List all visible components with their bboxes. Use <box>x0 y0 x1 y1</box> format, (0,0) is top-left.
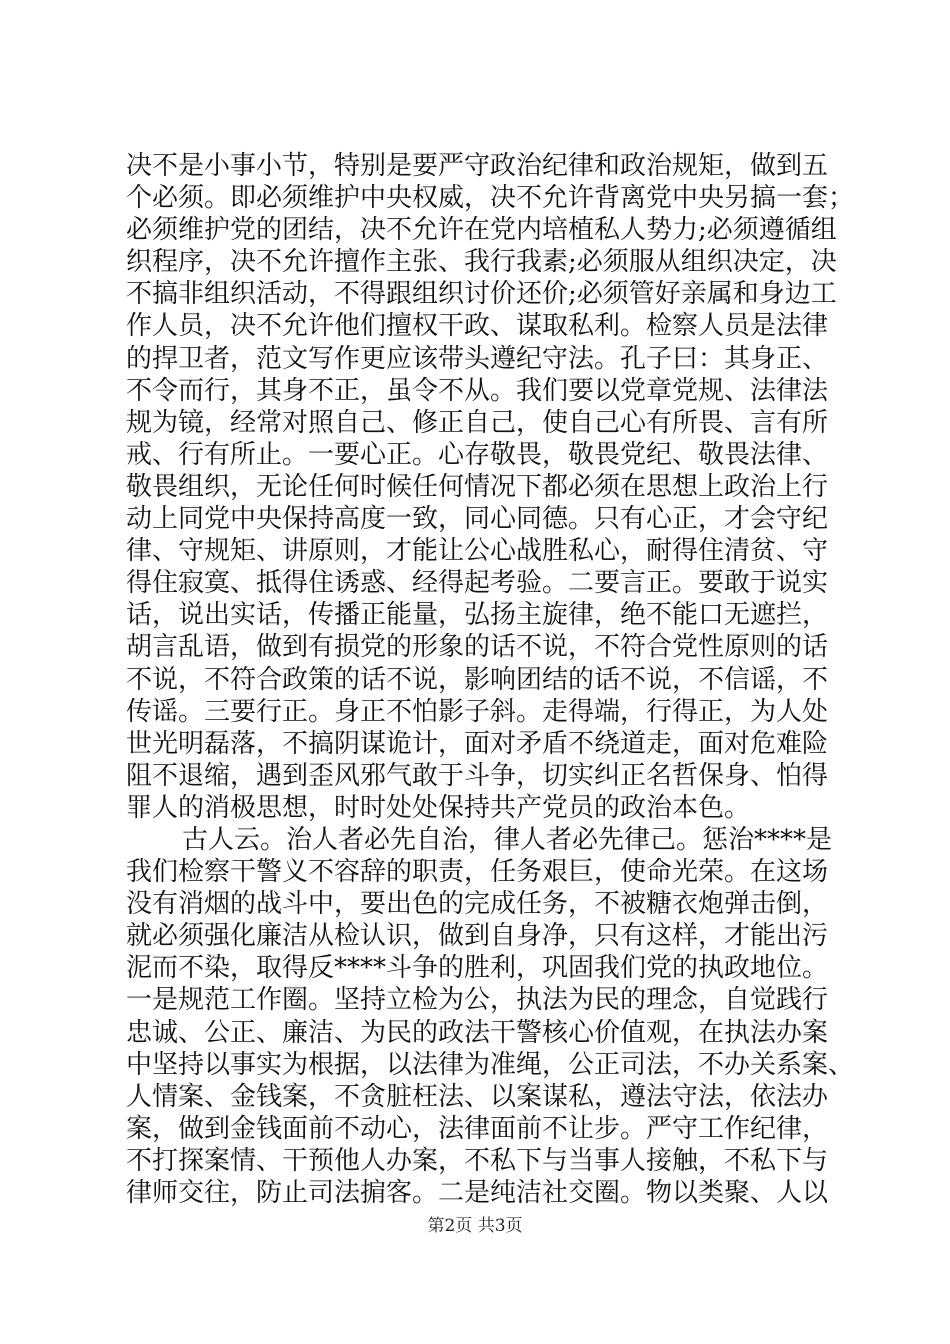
text-line: 人情案、金钱案，不贪脏枉法、以案谋私，遵法守法，依法办 <box>126 1081 829 1112</box>
text-line: 不搞非组织活动，不得跟组织讨价还价;必须管好亲属和身边工 <box>126 279 837 310</box>
text-line: 案，做到金钱面前不动心，法律面前不让步。严守工作纪律， <box>126 1113 829 1144</box>
document-body <box>126 150 855 1209</box>
text-line: 古人云。治人者必先自治，律人者必先律己。惩治****是 <box>182 824 833 855</box>
text-line: 泥而不染，取得反****斗争的胜利，巩固我们党的执政地位。 <box>126 953 829 984</box>
body-paragraph <box>126 824 855 1209</box>
text-line: 传谣。三要行正。身正不怕影子斜。走得端，行得正，为人处 <box>126 696 829 727</box>
text-line: 话，说出实话，传播正能量，弘扬主旋律，绝不能口无遮拦， <box>126 600 829 631</box>
text-line: 忠诚、公正、廉洁、为民的政法干警核心价值观，在执法办案 <box>126 1017 829 1048</box>
text-line: 不令而行，其身不正，虽令不从。我们要以党章党规、法律法 <box>126 375 829 406</box>
text-line: 的捍卫者，范文写作更应该带头遵纪守法。孔子曰：其身正、 <box>126 343 829 374</box>
text-line: 律师交往，防止司法掮客。二是纯洁社交圈。物以类聚、人以 <box>126 1178 829 1208</box>
text-line: 罪人的消极思想，时时处处保持共产党员的政治本色。 <box>126 792 751 823</box>
text-line: 一是规范工作圈。坚持立检为公，执法为民的理念，自觉践行 <box>126 985 829 1016</box>
text-line: 律、守规矩、讲原则，才能让公心战胜私心，耐得住清贫、守 <box>126 536 829 567</box>
text-line: 必须维护党的团结，决不允许在党内培植私人势力;必须遵循组 <box>126 215 837 246</box>
text-line: 得住寂寞、抵得住诱惑、经得起考验。二要言正。要敢于说实 <box>126 568 829 599</box>
text-line: 就必须强化廉洁从检认识，做到自身净，只有这样，才能出污 <box>126 921 829 952</box>
text-line: 动上同党中央保持高度一致，同心同德。只有心正，才会守纪 <box>126 504 829 535</box>
text-line: 中坚持以事实为根据，以法律为准绳，公正司法，不办关系案、 <box>126 1049 855 1080</box>
text-line: 不说，不符合政策的话不说，影响团结的话不说，不信谣，不 <box>126 664 829 695</box>
text-line: 戒、行有所止。一要心正。心存敬畏，敬畏党纪、敬畏法律、 <box>126 439 829 470</box>
text-line: 作人员，决不允许他们擅权干政、谋取私利。检察人员是法律 <box>126 311 829 342</box>
text-line: 敬畏组织，无论任何时候任何情况下都必须在思想上政治上行 <box>126 471 829 502</box>
text-line: 规为镜，经常对照自己、修正自己，使自己心有所畏、言有所 <box>126 407 829 438</box>
text-line: 胡言乱语，做到有损党的形象的话不说，不符合党性原则的话 <box>126 632 829 663</box>
page-number-label: 第2页 共3页 <box>427 1216 523 1236</box>
text-line: 决不是小事小节，特别是要严守政治纪律和政治规矩，做到五 <box>126 151 829 181</box>
text-line: 没有消烟的战斗中，要出色的完成任务，不被糖衣炮弹击倒， <box>126 889 829 920</box>
body-paragraph <box>126 150 855 824</box>
text-line: 阻不退缩，遇到歪风邪气敢于斗争，切实纠正名哲保身、怕得 <box>126 760 829 791</box>
text-line: 世光明磊落，不搞阴谋诡计，面对矛盾不绕道走，面对危难险 <box>126 728 829 759</box>
text-line: 我们检察干警义不容辞的职责，任务艰巨，使命光荣。在这场 <box>126 857 829 888</box>
text-line: 织程序，决不允许擅作主张、我行我素;必须服从组织决定，决 <box>126 247 837 278</box>
text-line: 个必须。即必须维护中央权威，决不允许背离党中央另搞一套； <box>126 183 855 214</box>
text-line: 不打探案情、干预他人办案，不私下与当事人接触，不私下与 <box>126 1145 829 1176</box>
page-footer <box>0 1215 950 1237</box>
